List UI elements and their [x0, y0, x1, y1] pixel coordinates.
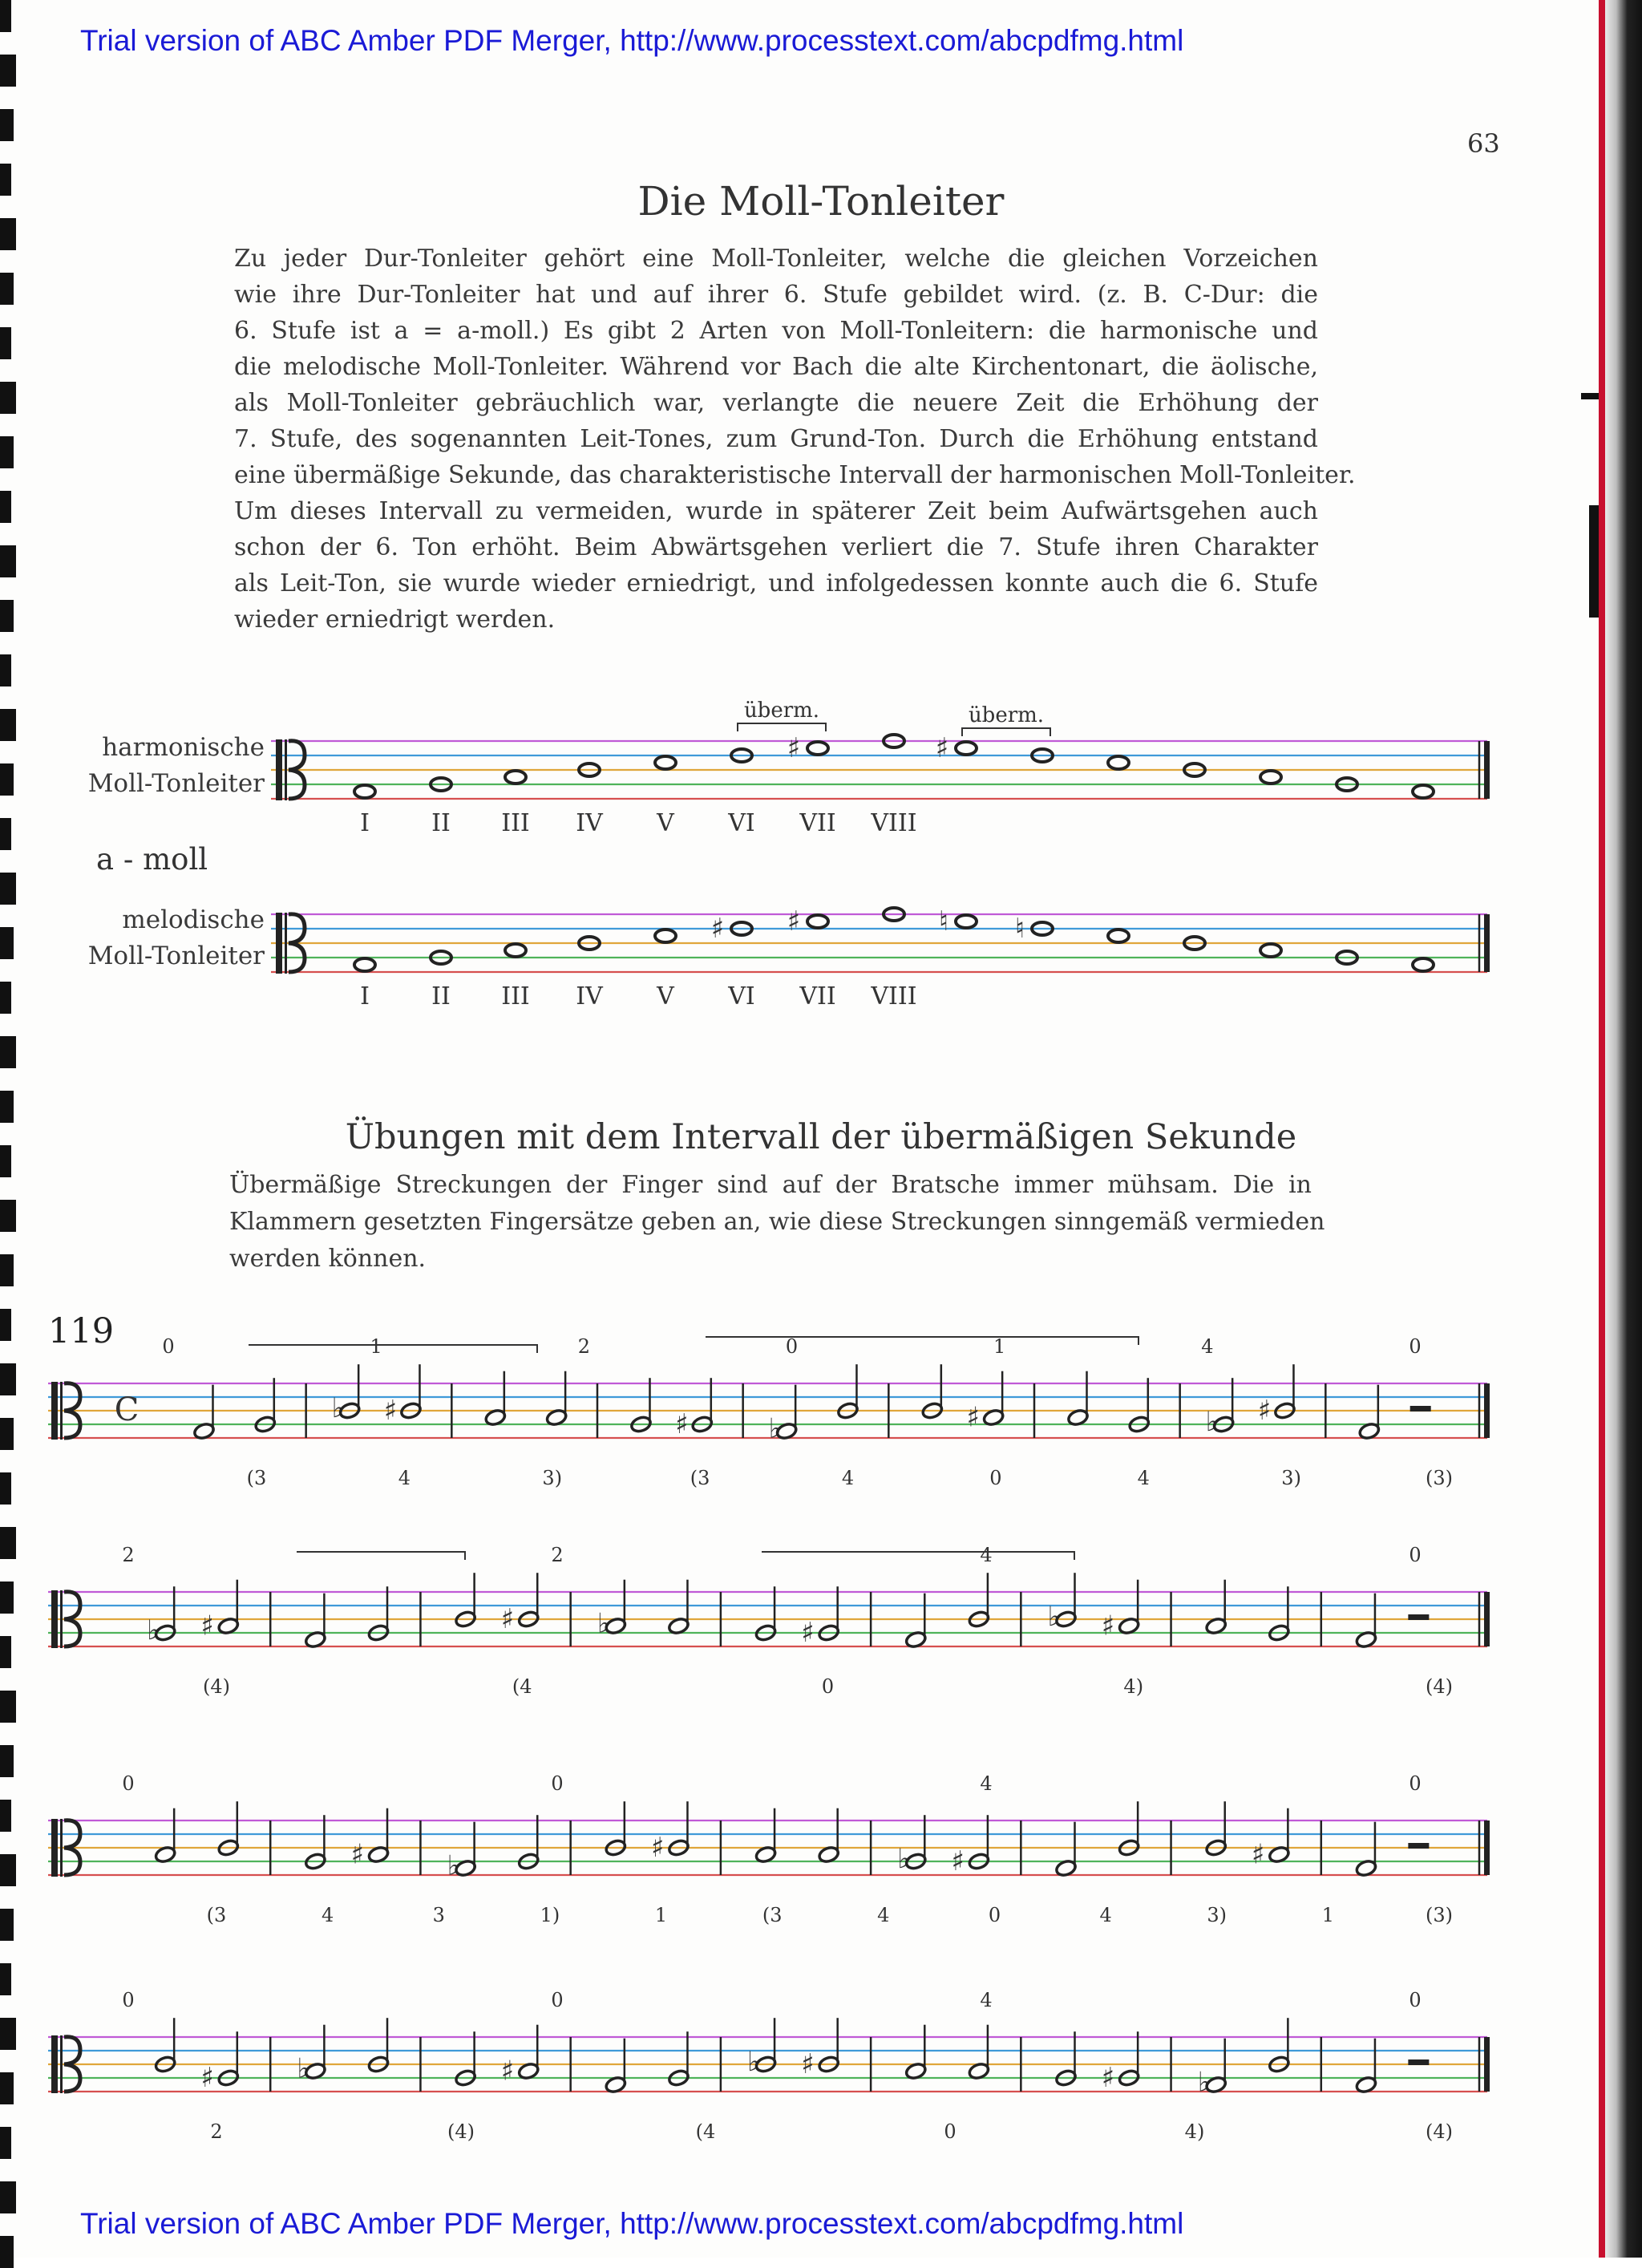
section-title: Übungen mit dem Intervall der übermäßigen Sekunde [345, 1117, 1297, 1157]
fingering-below: (4) [1426, 2120, 1453, 2143]
sharp-sign: ♯ [787, 732, 801, 764]
scale-degree: V [657, 982, 674, 1010]
final-barline [1484, 741, 1490, 799]
whole-note [1108, 929, 1129, 942]
intro-line: Um dieses Intervall zu vermeiden, wurde in späterer Zeit beim Aufwärtsgehen auch [234, 497, 1318, 525]
fingering-above: 4 [980, 1544, 993, 1566]
sharp-sign: ♯ [801, 1617, 815, 1649]
fingering-line [249, 1345, 537, 1353]
fingering-below: 4) [1184, 2120, 1205, 2143]
fingering-below: (4) [203, 1675, 230, 1698]
intro-line: 6. Stufe ist a = a-moll.) Es gibt 2 Arten von Moll-Tonleitern: die harmonische und [234, 317, 1318, 345]
fingering-above: 4 [980, 1772, 993, 1795]
sharp-sign: ♯ [710, 913, 725, 945]
intro-line: wieder erniedrigt werden. [234, 605, 556, 634]
sharp-sign: ♯ [350, 1838, 365, 1871]
intro-line: eine übermäßige Sekunde, das charakteristische Intervall der harmonischen Moll-Tonleiter. [234, 461, 1356, 489]
clef-bar [60, 1819, 63, 1877]
clef-bar [285, 913, 287, 974]
fingering-above: 4 [1201, 1335, 1214, 1358]
scale-degree: II [431, 809, 451, 837]
fingering-above: 0 [122, 1772, 135, 1795]
final-barline [1484, 1592, 1490, 1646]
flat-sign: ♭ [331, 1392, 345, 1424]
sharp-sign: ♯ [1257, 1395, 1272, 1427]
flat-sign: ♭ [1197, 2066, 1211, 2099]
clef-bar [51, 1819, 58, 1877]
fingering-above: 0 [551, 1989, 564, 2011]
scale-degree: II [431, 982, 451, 1010]
clef-bar [51, 2035, 58, 2093]
fingering-above: 2 [551, 1544, 564, 1566]
sharp-sign: ♯ [787, 905, 801, 938]
fingering-below: 4 [1099, 1904, 1112, 1926]
fingering-below: 0 [821, 1675, 835, 1698]
sharp-sign: ♯ [966, 1401, 980, 1434]
sharp-sign: ♯ [500, 1603, 515, 1635]
intro-line: als Moll-Tonleiter gebräuchlich war, verlangte die neuere Zeit die Erhöhung der [234, 389, 1318, 417]
fingering-below: (3) [1426, 1904, 1453, 1926]
whole-note [1413, 785, 1434, 798]
fingering-line [706, 1337, 1138, 1345]
half-rest [1408, 1614, 1429, 1620]
interval-bracket [738, 723, 826, 731]
intro-line: als Leit-Ton, sie wurde wieder erniedrigt, und infolgedessen konnte auch die 6. Stufe [234, 569, 1318, 597]
whole-note [1108, 756, 1129, 769]
scale-degree: I [360, 982, 370, 1010]
fingering-above: 0 [162, 1335, 175, 1358]
fingering-below: 3 [432, 1904, 445, 1926]
half-rest [1408, 2059, 1429, 2065]
fingering-below: 4 [877, 1904, 890, 1926]
fingering-below: 1 [654, 1904, 668, 1926]
whole-note [655, 929, 676, 942]
fingering-below: (4) [447, 2120, 475, 2143]
final-barline [1484, 2037, 1490, 2092]
scale-degree: IV [576, 982, 603, 1010]
fingering-above: 0 [1409, 1989, 1422, 2011]
fingering-above: 0 [122, 1989, 135, 2011]
fingering-below: 0 [944, 2120, 956, 2143]
final-barline [1484, 914, 1490, 972]
scale-degree: VII [799, 809, 836, 837]
interval-bracket [962, 728, 1050, 736]
fingering-line [297, 1552, 465, 1560]
scale-degree: III [501, 982, 530, 1010]
flat-sign: ♭ [147, 1614, 160, 1646]
sharp-sign: ♯ [1251, 1838, 1265, 1871]
fingering-above: 1 [993, 1335, 1006, 1358]
fingering-line [762, 1552, 1074, 1560]
section-paragraph [229, 1167, 1325, 1278]
flat-sign: ♭ [597, 1607, 610, 1640]
fingering-below: 4 [321, 1904, 334, 1926]
interval-label: überm. [968, 703, 1045, 727]
whole-note [505, 771, 526, 784]
flat-sign: ♭ [1047, 1601, 1061, 1633]
fingering-below: 4 [841, 1467, 855, 1489]
fingering-below: (3 [762, 1904, 783, 1926]
sharp-sign: ♯ [1101, 2062, 1115, 2094]
natural-sign: ♮ [1014, 913, 1025, 945]
fingering-above: 0 [785, 1335, 799, 1358]
clef-bar [51, 1382, 58, 1440]
intro-line: die melodische Moll-Tonleiter. Während vor Bach die alte Kirchentonart, die äolische, [234, 353, 1318, 381]
half-rest [1410, 1406, 1431, 1411]
fingering-below: 0 [988, 1904, 1001, 1926]
sharp-sign: ♯ [500, 2055, 515, 2088]
fingering-below: 4 [398, 1467, 411, 1489]
fingering-below: 1 [1321, 1904, 1335, 1926]
fingering-below: 3) [1281, 1467, 1301, 1489]
page-title: Die Moll-Tonleiter [637, 178, 1005, 225]
fingering-below: (3 [246, 1467, 267, 1489]
interval-label: überm. [743, 699, 820, 723]
exercise-number: 119 [48, 1311, 115, 1351]
scale-degree: VII [799, 982, 836, 1010]
clef-bar [60, 2035, 63, 2093]
fingering-below: (3) [1426, 1467, 1453, 1489]
clef-bar [276, 913, 282, 974]
sharp-sign: ♯ [1101, 1610, 1115, 1642]
clef-bar [60, 1590, 63, 1648]
label-line: Moll-Tonleiter [87, 769, 265, 798]
intro-line: 7. Stufe, des sogenannten Leit-Tones, zum Grund-Ton. Durch die Erhöhung entstand [234, 425, 1318, 453]
watermark-top[interactable]: Trial version of ABC Amber PDF Merger, http://www.processtext.com/abcpdfmg.html [80, 24, 1184, 57]
sharp-sign: ♯ [801, 2048, 815, 2080]
fingering-below: 4) [1123, 1675, 1144, 1698]
clef-bar [51, 1590, 58, 1648]
scale-degree: VI [728, 982, 755, 1010]
watermark-bottom[interactable]: Trial version of ABC Amber PDF Merger, http://www.processtext.com/abcpdfmg.html [80, 2207, 1184, 2240]
fingering-below: 4 [1137, 1467, 1150, 1489]
fingering-below: (4 [695, 2120, 716, 2143]
scale-degree: III [501, 809, 530, 837]
whole-note [1260, 771, 1281, 784]
half-rest [1408, 1843, 1429, 1849]
clef-bar [285, 739, 287, 800]
section-line: Übermäßige Streckungen der Finger sind auf der Bratsche immer mühsam. Die in [229, 1171, 1312, 1199]
whole-note [956, 742, 977, 755]
flat-sign: ♭ [297, 2052, 310, 2085]
fingering-above: 1 [370, 1335, 382, 1358]
scale-degree: VIII [871, 809, 917, 837]
fingering-below: 3) [542, 1467, 563, 1489]
whole-note [505, 944, 526, 957]
sharp-sign: ♯ [675, 1408, 689, 1440]
fingering-above: 2 [577, 1335, 590, 1358]
natural-sign: ♮ [938, 905, 949, 938]
intro-line: Zu jeder Dur-Tonleiter gehört eine Moll-Tonleiter, welche die gleichen Vorzeichen [234, 245, 1318, 273]
scale-degree: V [657, 809, 674, 837]
scale-degree: IV [576, 809, 603, 837]
whole-note [807, 742, 828, 755]
fingering-below: 0 [989, 1467, 1002, 1489]
section-line: werden können. [229, 1245, 427, 1273]
fingering-below: (3 [206, 1904, 227, 1926]
whole-note [1413, 958, 1434, 971]
whole-note [354, 785, 375, 798]
scale-degree: VIII [871, 982, 917, 1010]
flat-sign: ♭ [447, 1849, 460, 1882]
scale-degree: VI [728, 809, 755, 837]
key-label: a - moll [96, 842, 208, 877]
intro-line: schon der 6. Ton erhöht. Beim Abwärtsgehen verliert die 7. Stufe ihren Charakter [234, 533, 1318, 561]
section-line: Klammern gesetzten Fingersätze geben an, wie diese Streckungen sinngemäß vermieden [229, 1208, 1325, 1236]
sharp-sign: ♯ [200, 1610, 214, 1642]
fingering-below: 3) [1207, 1904, 1227, 1926]
whole-note [807, 915, 828, 928]
whole-note [956, 915, 977, 928]
clef-bar [60, 1382, 63, 1440]
flat-sign: ♭ [1205, 1406, 1219, 1438]
fingering-below: 2 [210, 2120, 223, 2143]
fingering-below: (4 [512, 1675, 532, 1698]
whole-note [655, 756, 676, 769]
page-number: 63 [1467, 128, 1500, 159]
label-line: Moll-Tonleiter [87, 942, 265, 970]
fingering-below: (3 [690, 1467, 710, 1489]
sharp-sign: ♯ [951, 1845, 965, 1877]
final-barline [1484, 1383, 1490, 1438]
sharp-sign: ♯ [935, 732, 949, 764]
flat-sign: ♭ [768, 1412, 782, 1445]
whole-note [354, 958, 375, 971]
scale-degree: I [360, 809, 370, 837]
sharp-sign: ♯ [200, 2062, 214, 2094]
clef-bar [276, 739, 282, 800]
flat-sign: ♭ [897, 1843, 911, 1875]
sharp-sign: ♯ [651, 1832, 665, 1864]
fingering-above: 0 [1409, 1772, 1422, 1795]
fingering-above: 4 [980, 1989, 993, 2011]
final-barline [1484, 1820, 1490, 1875]
fingering-above: 0 [1409, 1544, 1422, 1566]
whole-note [1260, 944, 1281, 957]
fingering-above: 0 [551, 1772, 564, 1795]
sharp-sign: ♯ [383, 1395, 398, 1427]
label-line: melodische [122, 905, 265, 934]
fingering-above: 0 [1409, 1335, 1422, 1358]
fingering-above: 2 [122, 1544, 135, 1566]
intro-line: wie ihre Dur-Tonleiter hat und auf ihrer 6. Stufe gebildet wird. (z. B. C-Dur: die [234, 281, 1318, 309]
label-line: harmonische [102, 733, 265, 762]
fingering-below: 1) [540, 1904, 560, 1926]
time-signature: C [114, 1391, 140, 1428]
flat-sign: ♭ [747, 2046, 761, 2078]
fingering-below: (4) [1426, 1675, 1453, 1698]
